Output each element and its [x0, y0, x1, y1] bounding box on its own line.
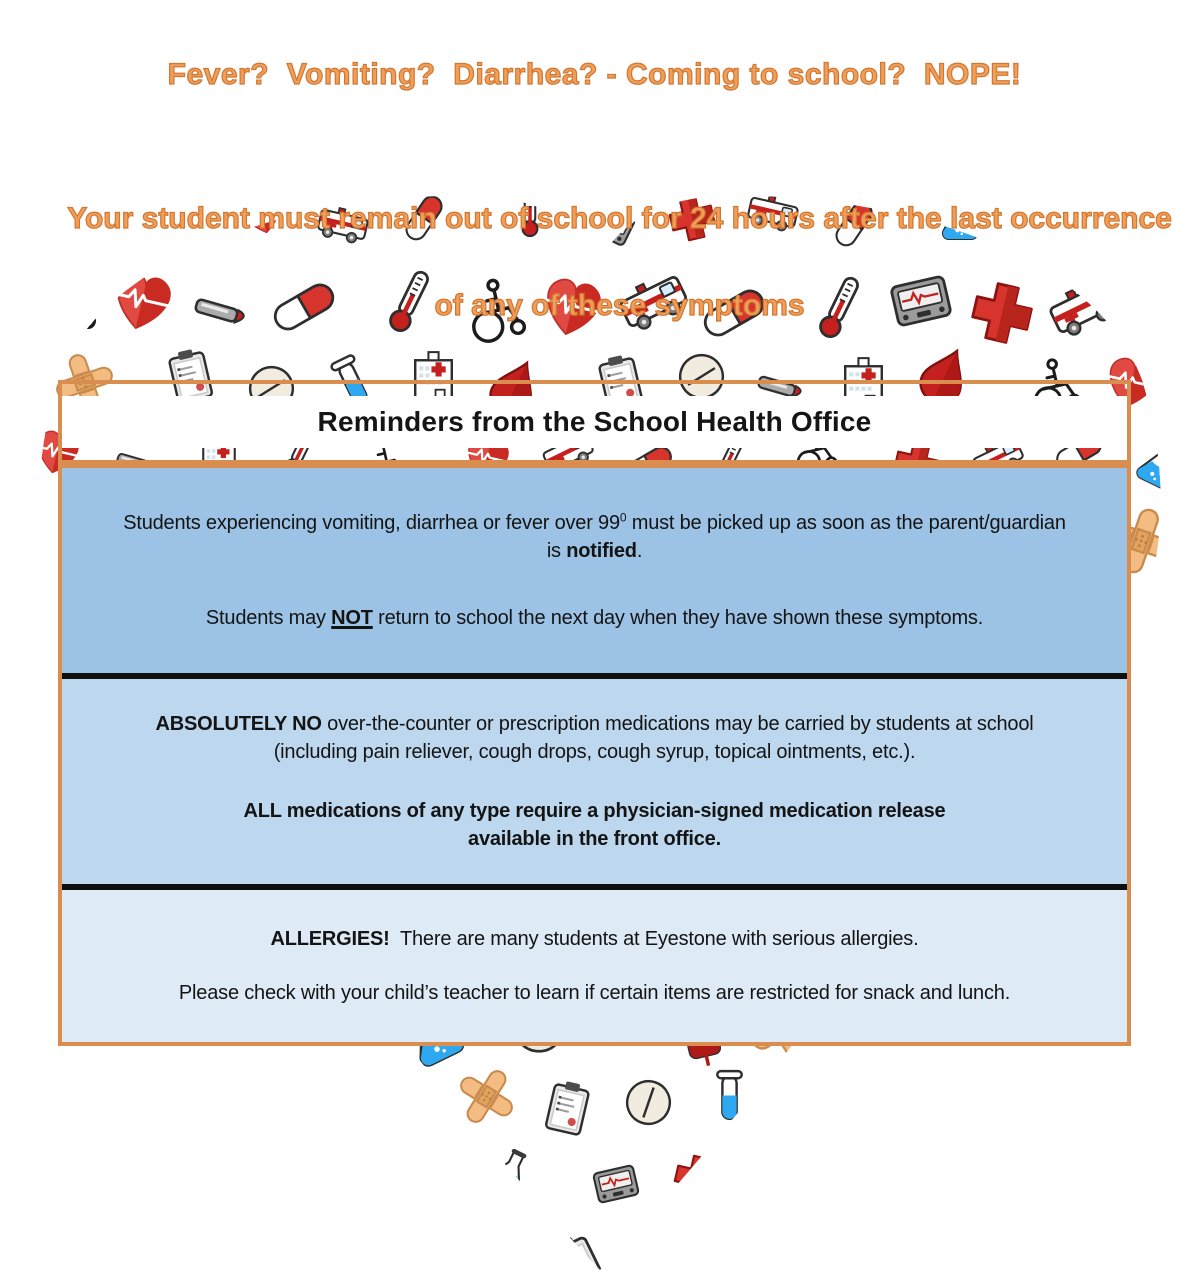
panel-medication-policy [62, 679, 1127, 884]
ekg-monitor-icon [163, 1159, 209, 1197]
reminder-title: Reminders from the School Health Office [317, 406, 872, 437]
clipboard-icon [975, 1067, 1020, 1123]
blood-drop-icon [466, 1236, 525, 1277]
wheelchair-icon [0, 510, 53, 584]
scalpel-icon [709, 1241, 767, 1277]
clipboard-icon [1154, 747, 1189, 811]
ambulance-icon [320, 1160, 376, 1209]
blood-drop-icon [890, 1070, 942, 1134]
headline-24-hour-rule [0, 153, 1189, 371]
tablet-icon [204, 1249, 253, 1277]
allergies-notice-text: ALLERGIES! There are many students at Eyestone with serious allergies. [270, 927, 919, 950]
tablet-icon [1050, 1080, 1107, 1137]
bandaid-cross-icon [837, 1162, 882, 1207]
clipboard-icon [545, 1079, 590, 1135]
thermometer-icon [909, 1228, 942, 1277]
page-header [0, 0, 1189, 407]
blood-bag-icon [759, 1148, 800, 1200]
illness-return-text: Students may NOT return to school the next day when they have shown these symptoms. [205, 606, 984, 629]
clipboard-icon [116, 1225, 176, 1277]
hospital-icon [359, 1228, 421, 1277]
capsule-icon [1136, 593, 1189, 652]
reminder-title-strip [62, 396, 1127, 448]
ekg-monitor-icon [0, 673, 32, 711]
flask-icon [1135, 436, 1185, 490]
flask-icon [0, 990, 35, 1062]
bandaid-cross-icon [0, 837, 50, 899]
scalpel-icon [279, 1235, 337, 1277]
flask-icon [113, 1072, 163, 1130]
thermometer-icon [63, 1160, 97, 1209]
flask-icon [485, 1144, 535, 1198]
headline-symptoms: Fever? Vomiting? Diarrhea? - Coming to school? NOPE! [167, 58, 1022, 91]
headline-24-hour-rule-line2: of any of these symptoms [434, 288, 805, 322]
medication-release-text: ALL medications of any type require a physician-signed medication release available in the front office. [243, 799, 946, 850]
tablet-icon [620, 1074, 677, 1131]
tablet-icon [1024, 1150, 1068, 1194]
blood-bag-icon [381, 1075, 428, 1135]
bandaid-cross-icon [407, 1156, 452, 1201]
reminder-box [58, 380, 1131, 1046]
wheelchair-icon [975, 1232, 1045, 1277]
panel-allergies [62, 890, 1127, 1042]
blood-drop-icon [1182, 996, 1189, 1068]
scalpel-icon [1138, 1082, 1177, 1119]
heart-ekg-icon [632, 1236, 684, 1277]
reminder-content-box [58, 464, 1131, 1046]
headline-24-hour-rule-line1: Your student must remain out of school for 24 hours after the last occurrence [67, 201, 1172, 235]
bandaid-cross-icon [455, 1065, 517, 1127]
blood-drop-icon [36, 1230, 95, 1277]
medication-carry-text: ABSOLUTELY NO over-the-counter or prescription medications may be carried by students at school (including pain reliever, cough drops, cough syrup, topical ointments, etc.). [155, 712, 1034, 764]
red-cross-icon [242, 1147, 292, 1197]
hospital-icon [789, 1234, 851, 1277]
test-tube-icon [287, 1083, 311, 1131]
illness-pickup-text: Students experiencing vomiting, diarrhea or fever over $99^0$ must be picked up as soon as the parent/guardian is notified. [123, 510, 1066, 563]
clipboard-icon [546, 1231, 606, 1277]
flask-icon [915, 1150, 965, 1204]
test-tube-icon [717, 1071, 741, 1119]
ekg-monitor-icon [190, 1071, 247, 1123]
hospital-icon [1175, 828, 1189, 884]
ekg-monitor-icon [593, 1165, 639, 1203]
allergies-check-text: Please check with your child’s teacher to learn if certain items are restricted for snack and lunch. [178, 982, 1011, 1004]
heart-ekg-icon [1062, 1242, 1114, 1277]
blood-bag-icon [811, 1081, 858, 1141]
reminder-title-box [58, 380, 1131, 464]
panel-illness-policy [62, 468, 1127, 673]
test-tube-icon [1112, 1160, 1142, 1205]
bandaid-cross-icon [25, 1077, 87, 1139]
red-cross-icon [672, 1153, 722, 1203]
scalpel-icon [1139, 1229, 1189, 1277]
capsule-icon [0, 1152, 24, 1192]
flask-icon [1150, 916, 1189, 970]
